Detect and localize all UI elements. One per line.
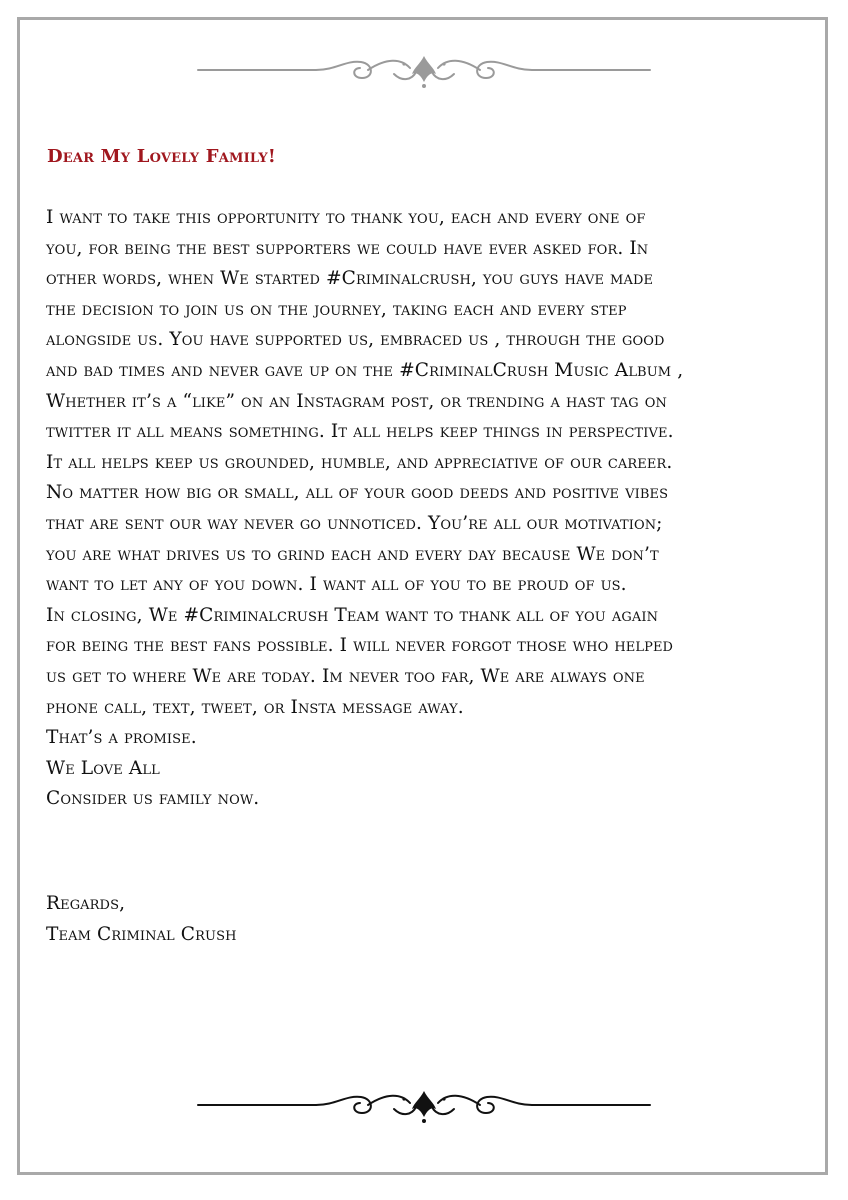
letter-line: Whether it’s a “like” on an Instagram post, or trending a hast tag on xyxy=(46,390,668,412)
letter-closing xyxy=(46,889,237,950)
letter-line: That’s a promise. xyxy=(46,727,197,749)
letter-line: In closing, We #Criminalcrush Team want to thank all of you again xyxy=(46,604,659,626)
letter-line: other words, when We started #Criminalcrush, you guys have made xyxy=(46,268,654,290)
letter-greeting: Dear My Lovely Family! xyxy=(47,146,276,167)
letter-line: We Love All xyxy=(46,757,160,779)
closing-salutation: Regards, xyxy=(46,893,126,914)
letter-line: for being the best fans possible. I will never forgot those who helped xyxy=(46,635,674,657)
letter-line: you are what drives us to grind each and every day because We don’t xyxy=(46,543,659,565)
letter-line: you, for being the best supporters we could have ever asked for. In xyxy=(46,237,649,259)
letter-line: us get to where We are today. Im never too far, We are always one xyxy=(46,665,645,687)
letter-line: alongside us. You have supported us, embraced us , through the good xyxy=(46,329,665,351)
letter-line: twitter it all means something. It all helps keep things in perspective. xyxy=(46,421,674,443)
letter-line: that are sent our way never go unnoticed. You’re all our motivation; xyxy=(46,512,663,534)
closing-signature: Team Criminal Crush xyxy=(46,923,237,945)
bottom-flourish-ornament xyxy=(196,1085,652,1125)
letter-line: want to let any of you down. I want all of you to be proud of us. xyxy=(46,574,627,596)
letter-line: Consider us family now. xyxy=(46,788,260,810)
top-flourish-ornament xyxy=(196,50,652,90)
letter-line: the decision to join us on the journey, taking each and every step xyxy=(46,298,627,320)
letter-line: It all helps keep us grounded, humble, and appreciative of our career. xyxy=(46,451,673,473)
letter-line: and bad times and never gave up on the #CriminalCrush Music Album , xyxy=(46,359,684,381)
letter-line: I want to take this opportunity to thank you, each and every one of xyxy=(46,207,646,228)
letter-line: phone call, text, tweet, or Insta message away. xyxy=(46,696,464,718)
letter-line: No matter how big or small, all of your good deeds and positive vibes xyxy=(46,482,669,504)
letter-body xyxy=(46,203,836,815)
